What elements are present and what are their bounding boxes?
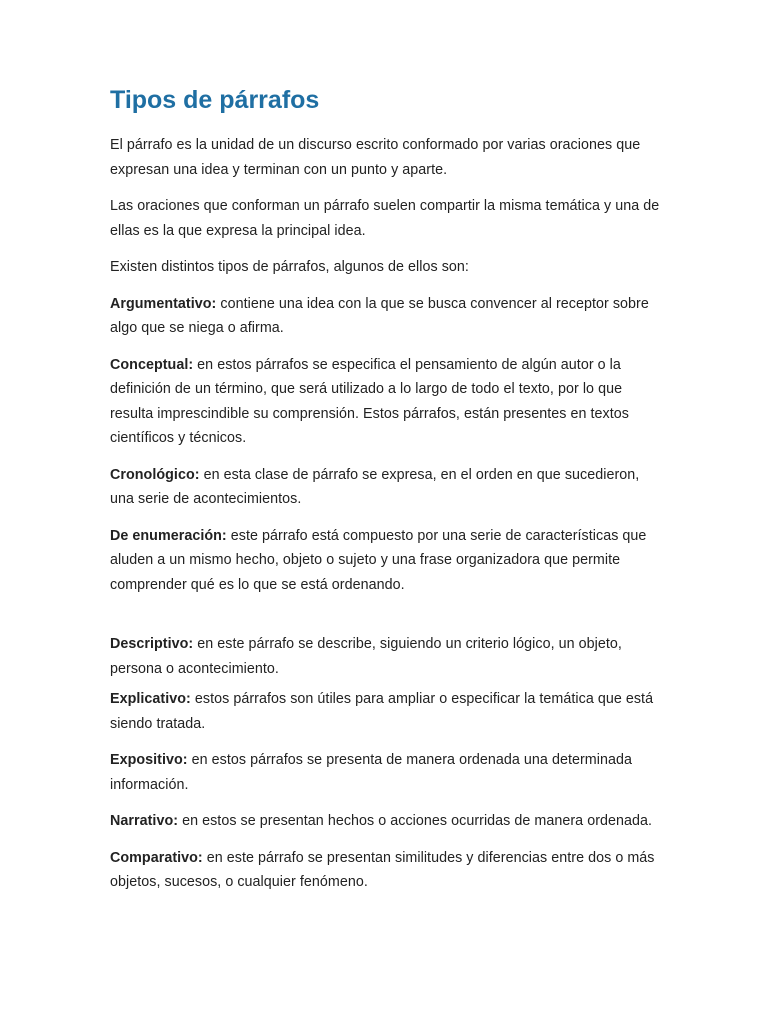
intro-paragraph-3: Existen distintos tipos de párrafos, algunos de ellos son: bbox=[110, 259, 469, 275]
type-paragraph-expositivo bbox=[110, 748, 662, 797]
type-description: en estos se presentan hechos o acciones ocurridas de manera ordenada. bbox=[178, 813, 653, 829]
type-paragraph-comparativo bbox=[110, 846, 662, 895]
page-title: Tipos de párrafos bbox=[110, 86, 320, 114]
type-term: Expositivo: bbox=[110, 752, 188, 768]
type-description: en estos párrafos se especifica el pensamiento de algún autor o la definición de un término, que será utilizado a lo largo de todo el texto, por lo que resulta imprescindible su comprensión. Estos párrafos, están presentes en textos científicos y técnicos. bbox=[110, 356, 629, 446]
type-term: Descriptivo: bbox=[110, 636, 194, 652]
type-term: Conceptual: bbox=[110, 356, 194, 373]
type-paragraph-argumentativo bbox=[110, 292, 662, 341]
type-description: en estos párrafos se presenta de manera ordenada una determinada información. bbox=[110, 752, 632, 793]
intro-paragraph-2: Las oraciones que conforman un párrafo suelen compartir la misma temática y una de ellas es la que expresa la principal idea. bbox=[110, 198, 660, 239]
type-description: contiene una idea con la que se busca convencer al receptor sobre algo que se niega o afirma. bbox=[110, 295, 649, 336]
type-term: Cronológico: bbox=[110, 466, 200, 483]
intro-paragraph-1: El párrafo es la unidad de un discurso escrito conformado por varias oraciones que expresan una idea y terminan con un punto y aparte. bbox=[110, 137, 641, 178]
type-term: De enumeración: bbox=[110, 527, 227, 544]
type-paragraph-narrativo bbox=[110, 809, 662, 834]
type-term: Explicativo: bbox=[110, 691, 191, 707]
type-paragraph-descriptivo bbox=[110, 632, 662, 681]
type-paragraph-conceptual bbox=[110, 353, 662, 451]
type-description: en esta clase de párrafo se expresa, en el orden en que sucedieron, una serie de acontecimientos. bbox=[110, 466, 640, 507]
type-term: Argumentativo: bbox=[110, 295, 217, 312]
type-description: este párrafo está compuesto por una serie de características que aluden a un mismo hecho, objeto o sujeto y una frase organizadora que permite comprender qué es lo que se está ordenando. bbox=[110, 527, 647, 593]
type-description: estos párrafos son útiles para ampliar o especificar la temática que está siendo tratada. bbox=[110, 691, 654, 732]
document-page bbox=[110, 82, 662, 907]
type-description: en este párrafo se describe, siguiendo un criterio lógico, un objeto, persona o acontecimiento. bbox=[110, 636, 622, 677]
type-term: Comparativo: bbox=[110, 849, 203, 866]
type-description: en este párrafo se presentan similitudes y diferencias entre dos o más objetos, sucesos, o cualquier fenómeno. bbox=[110, 849, 655, 890]
type-term: Narrativo: bbox=[110, 813, 179, 829]
type-paragraph-explicativo bbox=[110, 687, 662, 736]
type-paragraph-enumeracion bbox=[110, 524, 662, 598]
type-paragraph-cronologico bbox=[110, 463, 662, 512]
